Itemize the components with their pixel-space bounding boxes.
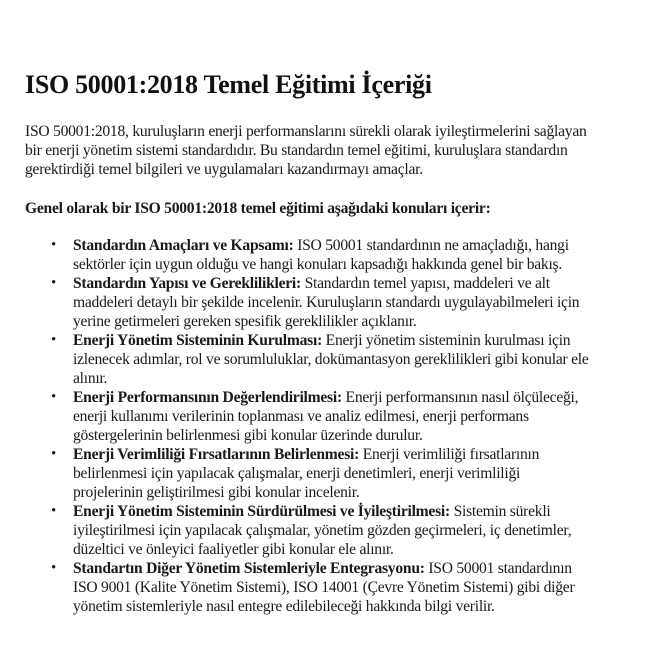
topic-line: sektörler için uygun olduğu ve hangi konuları kapsadığı hakkında genel bir bakış. <box>73 256 563 273</box>
topic-item <box>25 274 655 331</box>
topic-line: belirlenmesi için yapılacak çalışmalar, enerji denetimleri, enerji verimliliği <box>73 465 521 482</box>
intro-line: gerektirdiği temel bilgileri ve uygulamaları kazandırmayı amaçlar. <box>25 161 423 178</box>
topics-lead: Genel olarak bir ISO 50001:2018 temel eğitimi aşağıdaki konuları içerir: <box>25 200 491 217</box>
bullet-icon: • <box>51 560 57 576</box>
intro-paragraph <box>25 122 655 179</box>
topic-title: Enerji Performansının Değerlendirilmesi: <box>73 389 342 406</box>
topic-first-line <box>73 445 655 464</box>
topic-item <box>25 445 655 502</box>
topic-title: Standartın Diğer Yönetim Sistemleriyle Entegrasyonu: <box>73 560 425 577</box>
bullet-icon: • <box>51 237 57 253</box>
topic-item <box>25 331 655 388</box>
topic-title: Enerji Verimliliği Fırsatlarının Belirlenmesi: <box>73 446 360 463</box>
topic-line: göstergelerinin belirlenmesi gibi konular üzerinde durulur. <box>73 427 423 444</box>
bullet-icon: • <box>51 389 57 405</box>
topic-first-line <box>73 388 655 407</box>
topic-item <box>25 388 655 445</box>
topic-item <box>25 559 655 616</box>
topic-line: yönetim sistemleriyle nasıl entegre edilebileceği hakkında bilgi verilir. <box>73 598 495 615</box>
topic-first-line <box>73 559 655 578</box>
topic-text: Enerji yönetim sisteminin kurulması için <box>322 332 571 349</box>
topic-line: izlenecek adımlar, rol ve sorumluluklar, dokümantasyon gereklilikleri gibi konular ele <box>73 351 589 368</box>
topic-title: Enerji Yönetim Sisteminin Kurulması: <box>73 332 323 349</box>
topics-list <box>25 236 655 616</box>
topic-text: Enerji verimliliği fırsatlarının <box>359 446 540 463</box>
topic-line: projelerinin geliştirilmesi gibi konular incelenir. <box>73 484 360 501</box>
bullet-icon: • <box>51 503 57 519</box>
topic-title: Enerji Yönetim Sisteminin Sürdürülmesi ve İyileştirilmesi: <box>73 503 450 520</box>
topic-title: Standardın Yapısı ve Gereklilikleri: <box>73 275 301 292</box>
topic-line: enerji kullanımı verilerinin toplanması ve analiz edilmesi, enerji performans <box>73 408 529 425</box>
topic-title: Standardın Amaçları ve Kapsamı: <box>73 237 294 254</box>
bullet-icon: • <box>51 446 57 462</box>
topic-item <box>25 236 655 274</box>
document <box>25 70 655 616</box>
intro-line: ISO 50001:2018, kuruluşların enerji performanslarını sürekli olarak iyileştirmelerini sağlayan <box>25 123 587 140</box>
topic-line: iyileştirilmesi için yapılacak çalışmalar, yönetim gözden geçirmeleri, iç denetimler, <box>73 522 572 539</box>
topic-text: ISO 50001 standardının <box>424 560 572 577</box>
topic-line: maddeleri detaylı bir şekilde incelenir. Kuruluşların standardı uygulayabilmeleri için <box>73 294 580 311</box>
topic-line: ISO 9001 (Kalite Yönetim Sistemi), ISO 14001 (Çevre Yönetim Sistemi) gibi diğer <box>73 579 575 596</box>
topic-first-line <box>73 502 655 521</box>
topic-first-line <box>73 331 655 350</box>
topic-line: düzeltici ve önleyici faaliyetler gibi konular ele alınır. <box>73 541 394 558</box>
topic-item <box>25 502 655 559</box>
page-title: ISO 50001:2018 Temel Eğitimi İçeriği <box>25 70 432 99</box>
topic-line: yerine getirmeleri gereken spesifik gereklilikler açıklanır. <box>73 313 417 330</box>
bullet-icon: • <box>51 332 57 348</box>
topic-text: Enerji performansının nasıl ölçüleceği, <box>341 389 579 406</box>
topic-first-line <box>73 236 655 255</box>
topic-first-line <box>73 274 655 293</box>
intro-line: bir enerji yönetim sistemi standardıdır. Bu standardın temel eğitimi, kuruluşlara standardın <box>25 142 568 159</box>
topic-text: ISO 50001 standardının ne amaçladığı, hangi <box>293 237 569 254</box>
topic-text: Sistemin sürekli <box>449 503 551 520</box>
topic-text: Standardın temel yapısı, maddeleri ve alt <box>300 275 550 292</box>
topic-line: alınır. <box>73 370 108 387</box>
bullet-icon: • <box>51 275 57 291</box>
